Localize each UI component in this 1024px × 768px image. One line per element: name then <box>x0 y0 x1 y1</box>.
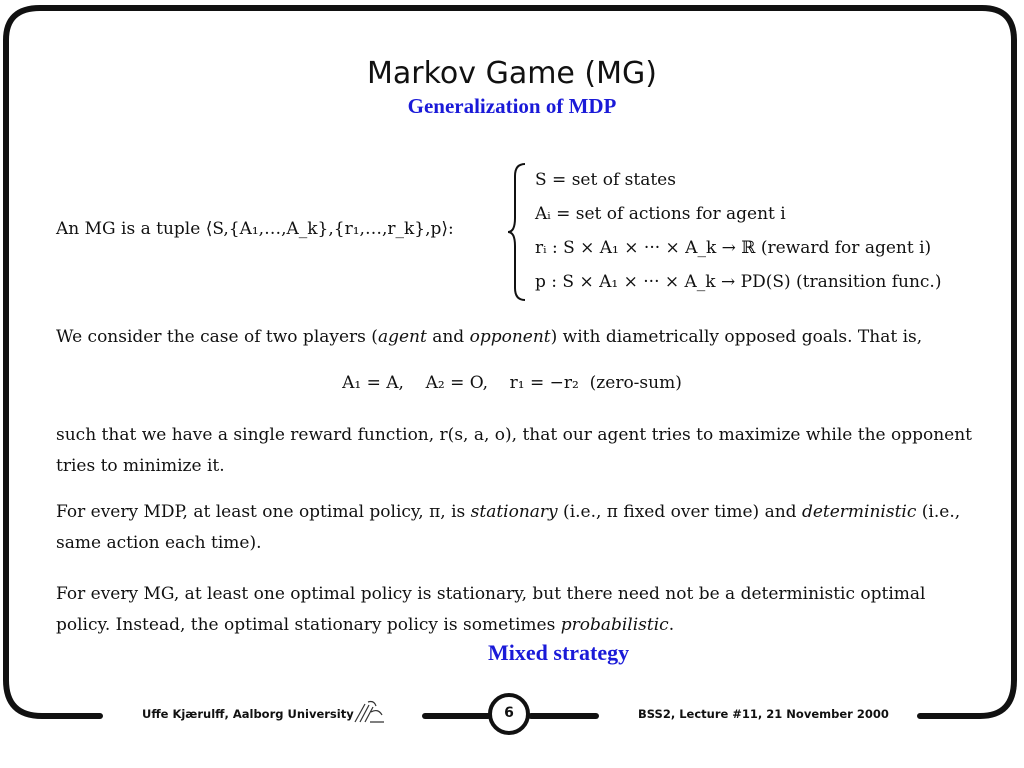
definition-transition: p : S × A₁ × ··· × A_k → PD(S) (transition func.) <box>535 272 942 292</box>
left-brace <box>507 162 529 302</box>
p1-text-c: ) with diametrically opposed goals. That is, <box>550 327 923 347</box>
definition-states: S = set of states <box>535 170 676 190</box>
definition-reward: rᵢ : S × A₁ × ··· × A_k → ℝ (reward for agent i) <box>535 238 932 258</box>
zero-sum-equation: A₁ = A, A₂ = O, r₁ = −r₂ (zero-sum) <box>342 373 682 393</box>
p1-opponent: opponent <box>469 327 551 347</box>
p4-text-c: . <box>668 615 675 635</box>
p3-text-c: (i.e., same action each time). <box>56 502 961 553</box>
p1-text-b: and <box>426 327 470 347</box>
mixed-strategy-annotation: Mixed strategy <box>488 640 630 665</box>
paragraph-reward-function: such that we have a single reward function, r(s, a, o), that our agent tries to maximize while the opponent tries to minimize it. <box>56 425 973 476</box>
footer-author: Uffe Kjærulff, Aalborg University <box>142 707 354 721</box>
p1-agent: agent <box>377 327 427 347</box>
p1-text-a: We consider the case of two players ( <box>56 327 378 347</box>
paragraph-mdp-policy <box>56 497 972 559</box>
footer-lecture-info: BSS2, Lecture #11, 21 November 2000 <box>638 707 889 721</box>
slide-subtitle: Generalization of MDP <box>407 94 617 118</box>
p4-text-a: For every MG, at least one optimal policy is stationary, but there need not be a deterministic optimal policy. Instead, the optimal stationary policy is sometimes <box>56 584 926 635</box>
p3-stationary: stationary <box>470 502 558 522</box>
page-number: 6 <box>504 705 514 721</box>
aalborg-university-logo-icon <box>352 698 386 724</box>
definition-actions: Aᵢ = set of actions for agent i <box>535 204 786 224</box>
p4-probabilistic: probabilistic <box>560 615 669 635</box>
p3-text-b: (i.e., π fixed over time) and <box>557 502 802 522</box>
paragraph-mg-policy <box>56 579 972 641</box>
tuple-definitions <box>535 168 941 304</box>
paragraph-two-players <box>56 322 972 353</box>
p3-text-a: For every MDP, at least one optimal policy, π, is <box>56 502 471 522</box>
p3-deterministic: deterministic <box>801 502 917 522</box>
tuple-intro: An MG is a tuple ⟨S,{A₁,…,A_k},{r₁,…,r_k},p⟩: <box>56 219 454 239</box>
slide-title: Markov Game (MG) <box>367 56 657 91</box>
